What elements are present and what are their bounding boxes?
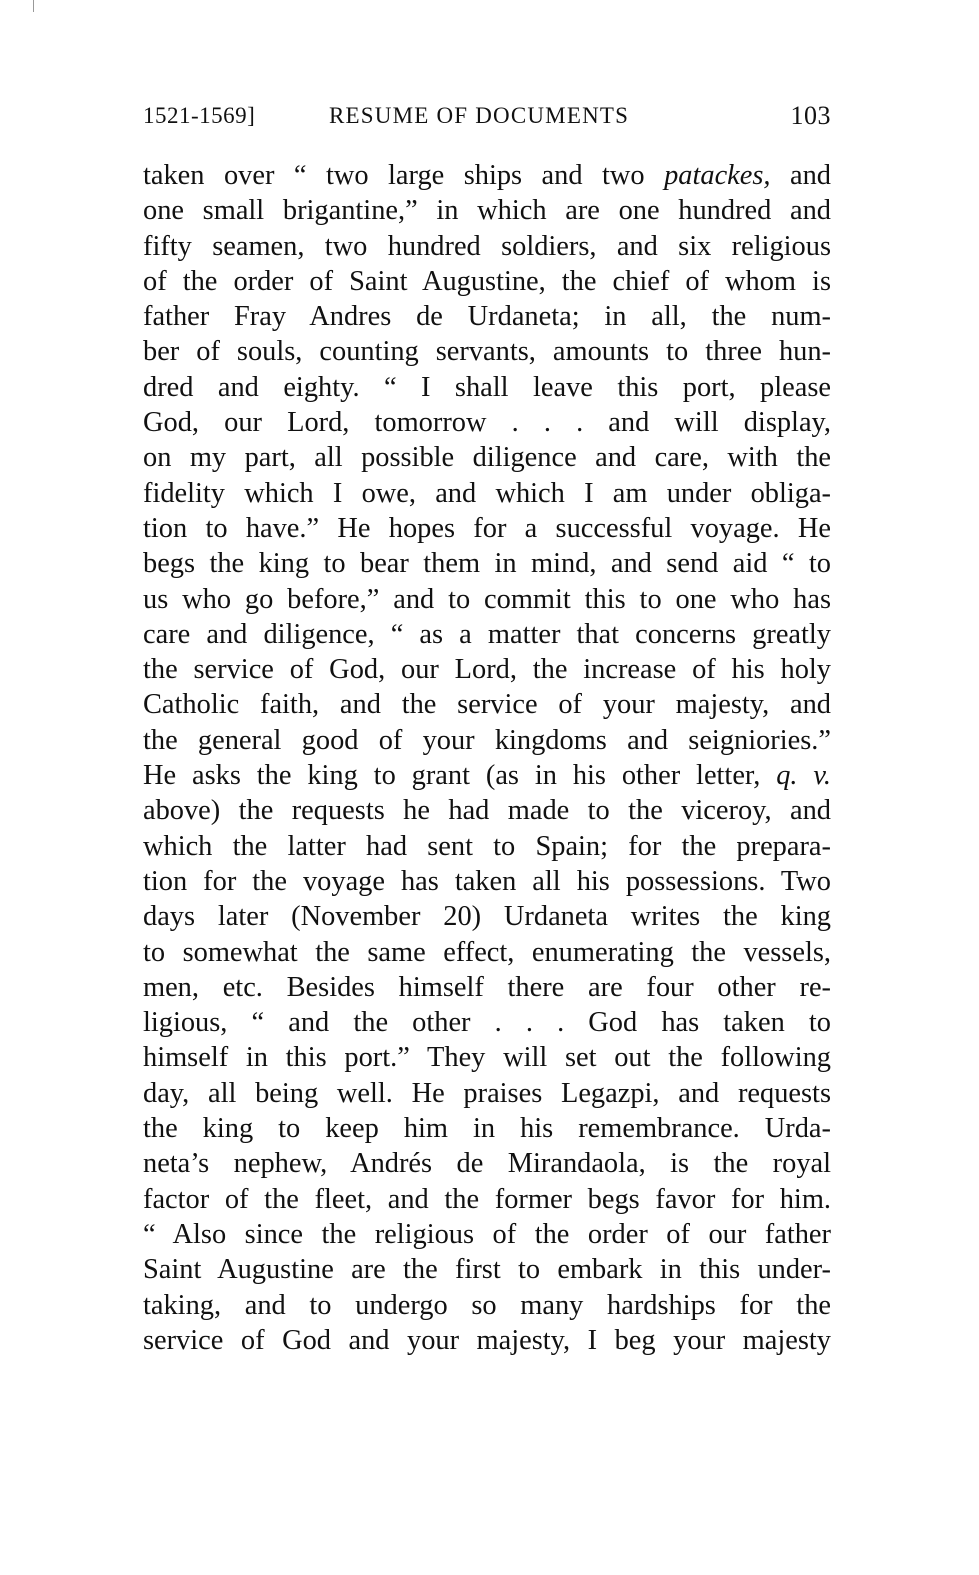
text-line: Saint Augustine are the first to embark in this under- <box>143 1254 831 1286</box>
text-line: taking, and to undergo so many hardships for the <box>143 1289 831 1321</box>
text-line: of the order of Saint Augustine, the chief of whom is <box>143 265 831 297</box>
text-line: care and diligence, “ as a matter that concerns greatly <box>143 618 831 650</box>
text-line: neta’s nephew, Andrés de Mirandaola, is the royal <box>143 1148 831 1180</box>
text-line: tion to have.” He hopes for a successful voyage. He <box>143 512 831 544</box>
text-line: ber of souls, counting servants, amounts to three hun- <box>143 336 831 368</box>
text-line: which the latter had sent to Spain; for the prepara- <box>143 830 831 862</box>
text-line: days later (November 20) Urdaneta writes the king <box>143 901 831 933</box>
italic-term: q. v. <box>776 760 831 792</box>
text-line: He asks the king to grant (as in his other letter, q. v. <box>143 760 831 792</box>
text-line: on my part, all possible diligence and care, with the <box>143 442 831 474</box>
text-line: ligious, “ and the other . . . God has taken to <box>143 1007 831 1039</box>
italic-term: patackes, <box>664 160 771 191</box>
text-line: begs the king to bear them in mind, and send aid “ to <box>143 548 831 580</box>
text-line: tion for the voyage has taken all his possessions. Two <box>143 865 831 897</box>
text-line: fidelity which I owe, and which I am under obliga- <box>143 477 831 509</box>
text-line: “ Also since the religious of the order of our father <box>143 1218 831 1250</box>
page-number: 103 <box>790 101 831 130</box>
scan-mark-top-left <box>33 0 34 12</box>
body-text <box>143 158 831 1358</box>
text-line: men, etc. Besides himself there are four other re- <box>143 971 831 1003</box>
text-line: father Fray Andres de Urdaneta; in all, the num- <box>143 301 831 333</box>
text-line: dred and eighty. “ I shall leave this port, please <box>143 371 831 403</box>
text-line: fifty seamen, two hundred soldiers, and six religious <box>143 230 831 262</box>
text-line: day, all being well. He praises Legazpi, and requests <box>143 1077 831 1109</box>
text-line: the service of God, our Lord, the increase of his holy <box>143 654 831 686</box>
text-line: the general good of your kingdoms and seigniories.” <box>143 724 831 756</box>
text-line: the king to keep him in his remembrance. Urda- <box>143 1113 831 1145</box>
text-line: to somewhat the same effect, enumerating the vessels, <box>143 936 831 968</box>
text-line: himself in this port.” They will set out the following <box>143 1042 831 1074</box>
text-line: above) the requests he had made to the viceroy, and <box>143 795 831 827</box>
text-line: factor of the fleet, and the former begs favor for him. <box>143 1183 831 1215</box>
running-header <box>143 101 831 131</box>
header-title: RESUME OF DOCUMENTS <box>329 103 630 128</box>
text-line: service of God and your majesty, I beg your majesty <box>143 1324 831 1356</box>
header-date-range: 1521-1569] <box>143 103 256 128</box>
text-line: God, our Lord, tomorrow . . . and will display, <box>143 407 831 439</box>
text-line: one small brigantine,” in which are one hundred and <box>143 195 831 227</box>
text-line: Catholic faith, and the service of your majesty, and <box>143 689 831 721</box>
text-line: taken over “ two large ships and two patackes, and <box>143 160 831 191</box>
text-line: us who go before,” and to commit this to one who has <box>143 583 831 615</box>
